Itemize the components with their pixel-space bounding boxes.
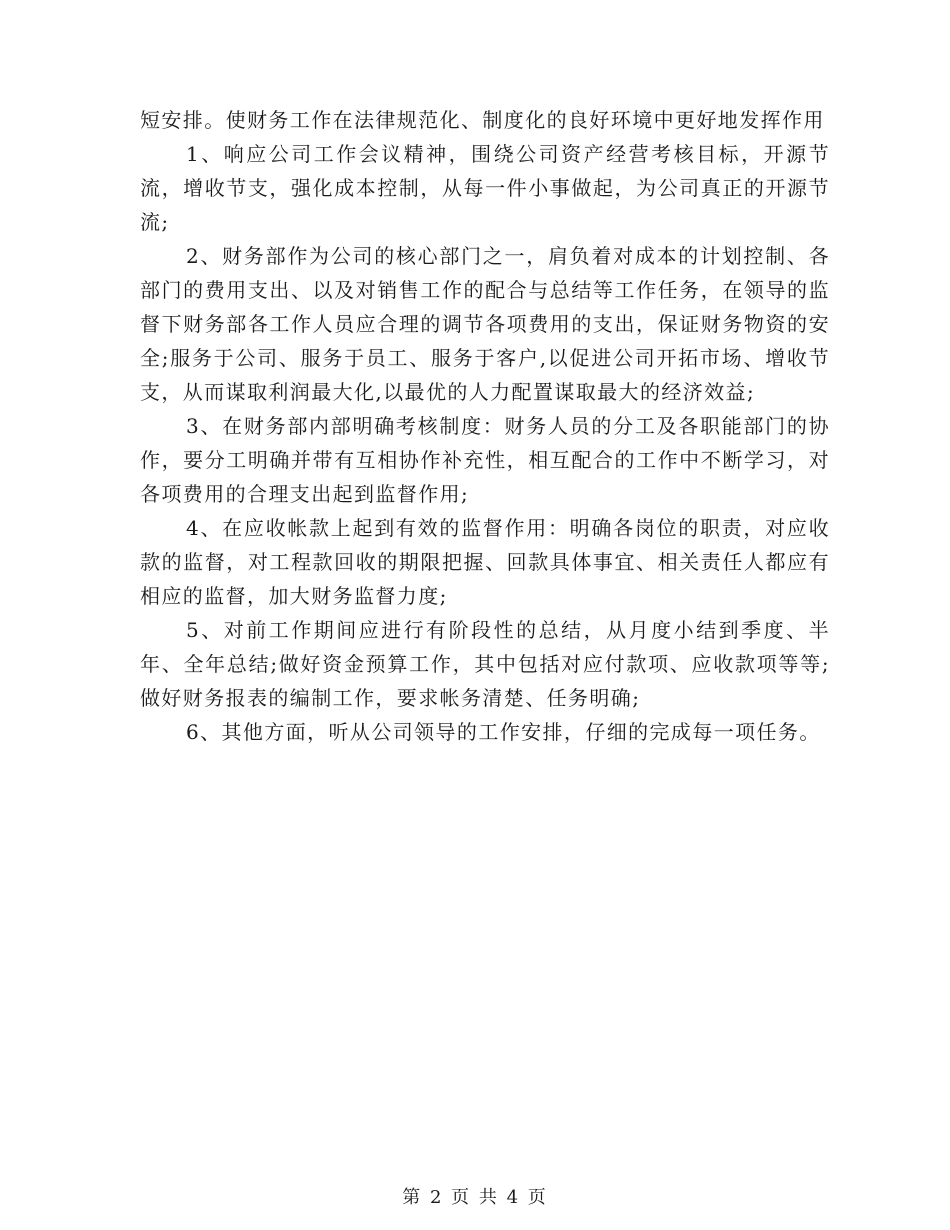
paragraph-item-6: 6、其他方面，听从公司领导的工作安排，仔细的完成每一项任务。 xyxy=(186,720,821,744)
paragraph-item-1: 1、响应公司工作会议精神，围绕公司资产经营考核目标，开源节流，增收节支，强化成本控制，从每一件小事做起，为公司真正的开源节流; xyxy=(140,142,830,234)
paragraph-item-2: 2、财务部作为公司的核心部门之一，肩负着对成本的计划控制、各部门的费用支出、以及对销售工作的配合与总结等工作任务，在领导的监督下财务部各工作人员应合理的调节各项费用的支出，保证财务物资的安全;服务于公司、服务于员工、服务于客户,以促进公司开拓市场、增收节支，从而谋取利润最大化,以最优的人力配置谋取最大的经济效益; xyxy=(140,244,830,404)
paragraph-continuation: 短安排。使财务工作在法律规范化、制度化的良好环境中更好地发挥作用 xyxy=(140,108,825,132)
paragraph-item-3: 3、在财务部内部明确考核制度：财务人员的分工及各职能部门的协作，要分工明确并带有互相协作补充性，相互配合的工作中不断学习，对各项费用的合理支出起到监督作用; xyxy=(140,414,830,506)
page-number-footer: 第 2 页 共 4 页 xyxy=(402,1187,548,1208)
paragraph-item-4: 4、在应收帐款上起到有效的监督作用：明确各岗位的职责，对应收款的监督，对工程款回收的期限把握、回款具体事宜、相关责任人都应有相应的监督，加大财务监督力度; xyxy=(140,516,830,608)
paragraph-item-5: 5、对前工作期间应进行有阶段性的总结，从月度小结到季度、半年、全年总结;做好资金预算工作，其中包括对应付款项、应收款项等等;做好财务报表的编制工作，要求帐务清楚、任务明确; xyxy=(140,618,830,710)
document-body xyxy=(140,103,830,749)
